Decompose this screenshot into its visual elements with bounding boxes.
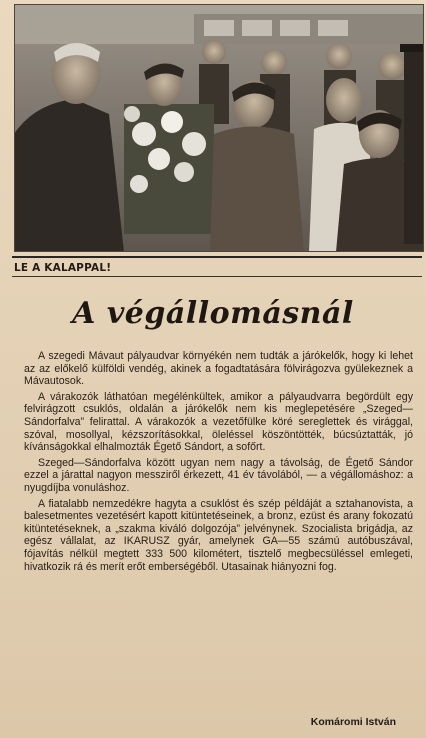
kicker-rule: [12, 276, 422, 277]
article-body: [24, 350, 413, 576]
section-divider: [12, 256, 422, 258]
paragraph-3: Szeged—Sándorfalva között ugyan nem nagy a távolság, de Égető Sándor ezzel a járattal nagyon messziről érkezett, 41 év távolából, — a végállomáshoz: a nyugdíjba vonuláshoz.: [24, 456, 413, 494]
paragraph-4: A fiatalabb nemzedékre hagyta a csuklóst és szép példáját a sztahanovista, a balesetmentes vezetésért kapott kitüntetéseinek, a bronz, ezüst és arany fokozatú kitüntetéseknek, a „szakma kiváló dolgozója” jelvénynek. Szocialista brigádja, az egész vállalat, az IKARUSZ gyár, amelynek GA—55 számú autóbuszával, fójavítás nélkül megtett 333 500 kilométert, tisztelő megbecsüléssel emlegeti, hivatkozik rá és merít erőt emberségéből. Utasainak hiányozni fog.: [24, 497, 413, 573]
kicker-label: LE A KALAPPAL!: [14, 262, 112, 274]
paragraph-2: A várakozók láthatóan megélénkültek, amikor a pályaudvarra begördült egy felvirágzott csuklós, oldalán a járókelők nem kis meglepetésére „Szeged—Sándorfalva” felirattal. A várakozók a vezetőfülke köré sereglettek és virággal, szóval, mosollyal, kézszorításokkal, öleléssel köszöntötték, búcsúztatták, jó kívánságokkal elhalmozták Égető Sándort, a sofőrt.: [24, 390, 413, 454]
news-photo: [14, 4, 424, 252]
paragraph-1: A szegedi Mávaut pályaudvar környékén nem tudták a járókelők, hogy ki lehet az az előkelő külföldi vendég, akinek a fogadtatására fölvirágozva gyülekeznek a Mávautosok.: [24, 350, 413, 388]
article-headline: A végállomásnál: [72, 296, 354, 331]
author-byline: Komáromi István: [310, 716, 396, 728]
crowd-with-flowers-photo: [14, 4, 424, 252]
